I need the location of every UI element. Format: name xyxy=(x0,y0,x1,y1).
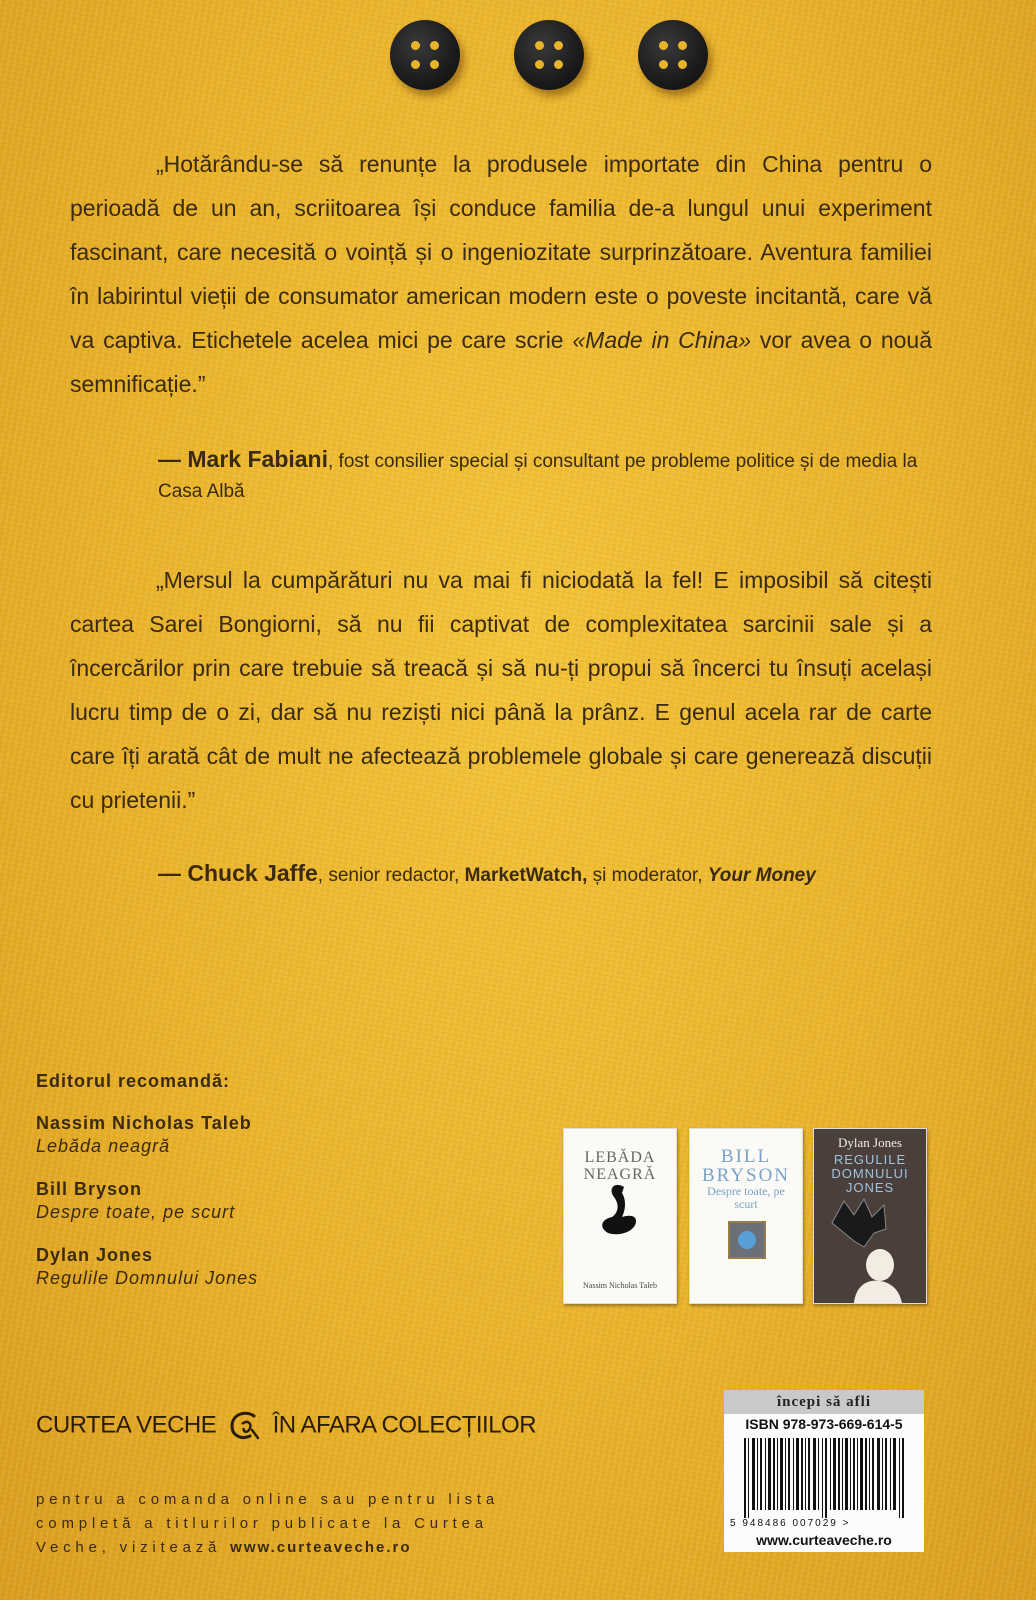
isbn-url: www.curteaveche.ro xyxy=(756,1532,892,1548)
isbn-barcode-block xyxy=(724,1390,924,1552)
attribution-author: — Chuck Jaffe xyxy=(158,860,318,886)
quote-tail: vor avea o nouă semnificație.” xyxy=(70,327,933,397)
button-icon xyxy=(638,20,708,90)
list-item xyxy=(36,1112,536,1158)
cover-title: LEBĂDA NEAGRĂ xyxy=(583,1149,657,1183)
book-cover-bryson xyxy=(689,1128,803,1304)
quote-jaffe xyxy=(70,558,932,822)
attribution-author: — Mark Fabiani xyxy=(158,446,328,472)
quote-emphasis: «Made in China» xyxy=(572,327,752,353)
recommend-title: Despre toate, pe scurt xyxy=(36,1202,236,1222)
attribution-fabiani xyxy=(158,444,932,507)
publisher-recommends xyxy=(36,1071,536,1310)
publisher-brand xyxy=(36,1410,536,1442)
book-cover-jones xyxy=(813,1128,927,1304)
attribution-org: MarketWatch, xyxy=(464,865,588,886)
attribution-role: și moderator, xyxy=(587,865,708,886)
button-icon xyxy=(514,20,584,90)
isbn-number: ISBN 978-973-669-614-5 xyxy=(745,1416,903,1432)
quote-fabiani xyxy=(70,142,932,406)
recommend-title: Lebăda neagră xyxy=(36,1136,171,1156)
globe-icon xyxy=(728,1221,766,1259)
recommend-author: Nassim Nicholas Taleb xyxy=(36,1113,252,1133)
attribution-jaffe xyxy=(158,858,958,891)
isbn-tagline: începi să afli xyxy=(724,1390,924,1414)
cover-title: REGULILE DOMNULUI JONES xyxy=(831,1152,909,1195)
order-text: pentru a comanda online sau pentru lista completă a titlurilor publicate la Curtea Veche, vizitează xyxy=(36,1491,500,1556)
curtea-veche-logo-icon xyxy=(228,1410,260,1442)
recommend-title: Regulile Domnului Jones xyxy=(36,1268,259,1288)
attribution-show: Your Money xyxy=(707,865,816,886)
order-url: www.curteaveche.ro xyxy=(230,1539,412,1556)
cover-author: Dylan Jones xyxy=(838,1135,902,1150)
attribution-role: , senior redactor, xyxy=(317,865,465,886)
quote-text: „Mersul la cumpărături nu va mai fi niciodată la fel! E imposibil să citești cartea Sarei Bongiorni, să nu fii captivat de complexitatea sarcinii sale și a încercărilor prin care trebuie să treacă și să nu-ți propui să încerci tu însuți același lucru timp de o zi, dar să nu reziști nici până la prânz. E genul acela rar de carte care îți arată cât de mult ne afectează problemele globale și care generează discuții cu prietenii.” xyxy=(70,567,932,813)
cover-author: BILL BRYSON xyxy=(701,1146,791,1186)
brand-left: CURTEA VECHE xyxy=(36,1411,217,1439)
recommend-author: Dylan Jones xyxy=(36,1245,154,1265)
order-online-note xyxy=(36,1488,536,1560)
swan-icon xyxy=(564,1175,676,1245)
recommend-author: Bill Bryson xyxy=(36,1179,143,1199)
recommend-heading: Editorul recomandă: xyxy=(36,1071,231,1091)
book-cover-lebada xyxy=(563,1128,677,1304)
man-silhouette-icon xyxy=(814,1193,926,1303)
decorative-buttons xyxy=(390,20,710,100)
barcode-icon xyxy=(742,1438,908,1518)
button-icon xyxy=(390,20,460,90)
list-item xyxy=(36,1244,536,1290)
list-item xyxy=(36,1178,536,1224)
cover-title: Despre toate, pe scurt xyxy=(707,1184,785,1211)
brand-right: ÎN AFARA COLECȚIILOR xyxy=(272,1411,537,1439)
quote-text: „Hotărându-se să renunțe la produsele importate din China pentru o perioadă de un an, scriitoarea își conduce familia de-a lungul unui experiment fascinant, care necesită o voință și o ingeniozitate surprinzătoare. Aventura familiei în labirintul vieții de consumator american modern este o poveste incitantă, care vă va captiva. Etichetele acelea mici pe care scrie xyxy=(70,151,932,353)
barcode-digits: 5 948486 007029 > xyxy=(730,1518,851,1529)
cover-author: Nassim Nicholas Taleb xyxy=(583,1281,657,1290)
attribution-role: , fost consilier special și consultant pe probleme politice și de media la Casa Albă xyxy=(158,451,918,502)
